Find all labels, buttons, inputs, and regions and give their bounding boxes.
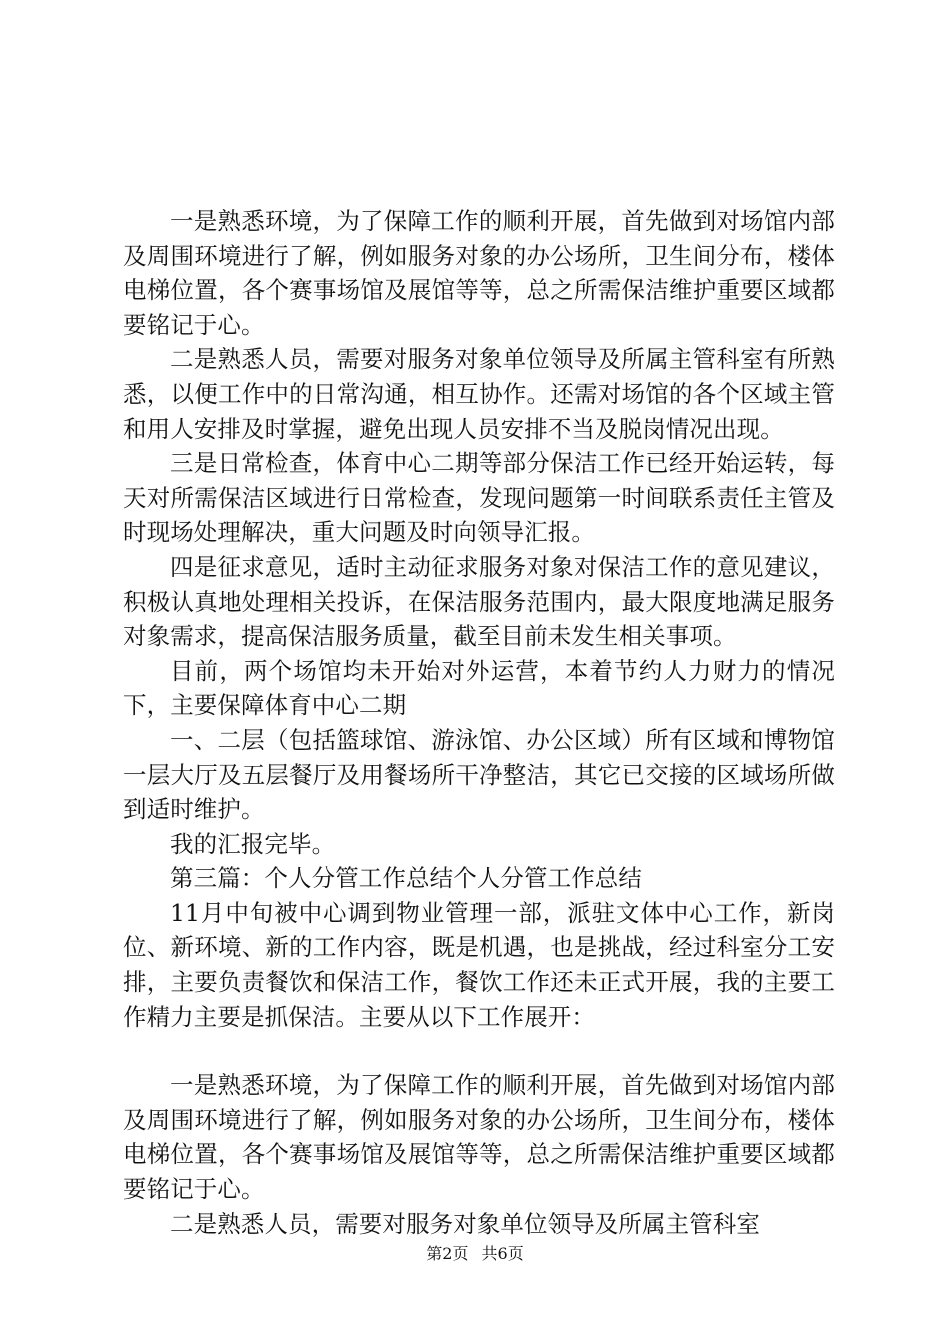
paragraph-familiarize-environment-repeat: 一是熟悉环境，为了保障工作的顺利开展，首先做到对场馆内部及周围环境进行了解，例如服务对象的办公场所，卫生间分布，楼体电梯位置，各个赛事场馆及展馆等等，总之所需保洁维护重要区域都要铭记于心。 (123, 1071, 835, 1204)
paragraph-intro: 11月中旬被中心调到物业管理一部，派驻文体中心工作，新岗位、新环境、新的工作内容，既是机遇，也是挑战，经过科室分工安排，主要负责餐饮和保洁工作，餐饮工作还未正式开展，我的主要工作精力主要是抓保洁。主要从以下工作展开： (123, 898, 835, 1031)
paragraph-coverage-areas: 一、二层（包括篮球馆、游泳馆、办公区域）所有区域和博物馆一层大厅及五层餐厅及用餐场所干净整洁，其它已交接的区域场所做到适时维护。 (123, 725, 835, 824)
paragraph-familiarize-personnel: 二是熟悉人员，需要对服务对象单位领导及所属主管科室有所熟悉，以便工作中的日常沟通，相互协作。还需对场馆的各个区域主管和用人安排及时掌握，避免出现人员安排不当及脱岗情况出现。 (123, 345, 835, 443)
paragraph-familiarize-environment: 一是熟悉环境，为了保障工作的顺利开展，首先做到对场馆内部及周围环境进行了解，例如服务对象的办公场所，卫生间分布，楼体电梯位置，各个赛事场馆及展馆等等，总之所需保洁维护重要区域都要铭记于心。 (123, 207, 835, 339)
document-body (123, 204, 835, 1241)
page-footer (0, 1244, 950, 1264)
paragraph-section-heading: 第三篇：个人分管工作总结个人分管工作总结 (170, 864, 642, 893)
paragraph-daily-inspection: 三是日常检查，体育中心二期等部分保洁工作已经开始运转，每天对所需保洁区域进行日常检查，发现问题第一时间联系责任主管及时现场处理解决，重大问题及时向领导汇报。 (123, 449, 835, 547)
paragraph-solicit-opinions: 四是征求意见，适时主动征求服务对象对保洁工作的意见建议，积极认真地处理相关投诉，在保洁服务范围内，最大限度地满足服务对象需求，提高保洁服务质量，截至目前未发生相关事项。 (123, 552, 835, 651)
page-total: 共6页 (481, 1244, 524, 1263)
paragraph-current-status: 目前，两个场馆均未开始对外运营，本着节约人力财力的情况下，主要保障体育中心二期 (123, 656, 835, 720)
paragraph-familiarize-personnel-partial: 二是熟悉人员，需要对服务对象单位领导及所属主管科室 (170, 1209, 760, 1238)
paragraph-report-complete: 我的汇报完毕。 (170, 829, 336, 858)
page-number: 第2页 (426, 1244, 469, 1263)
